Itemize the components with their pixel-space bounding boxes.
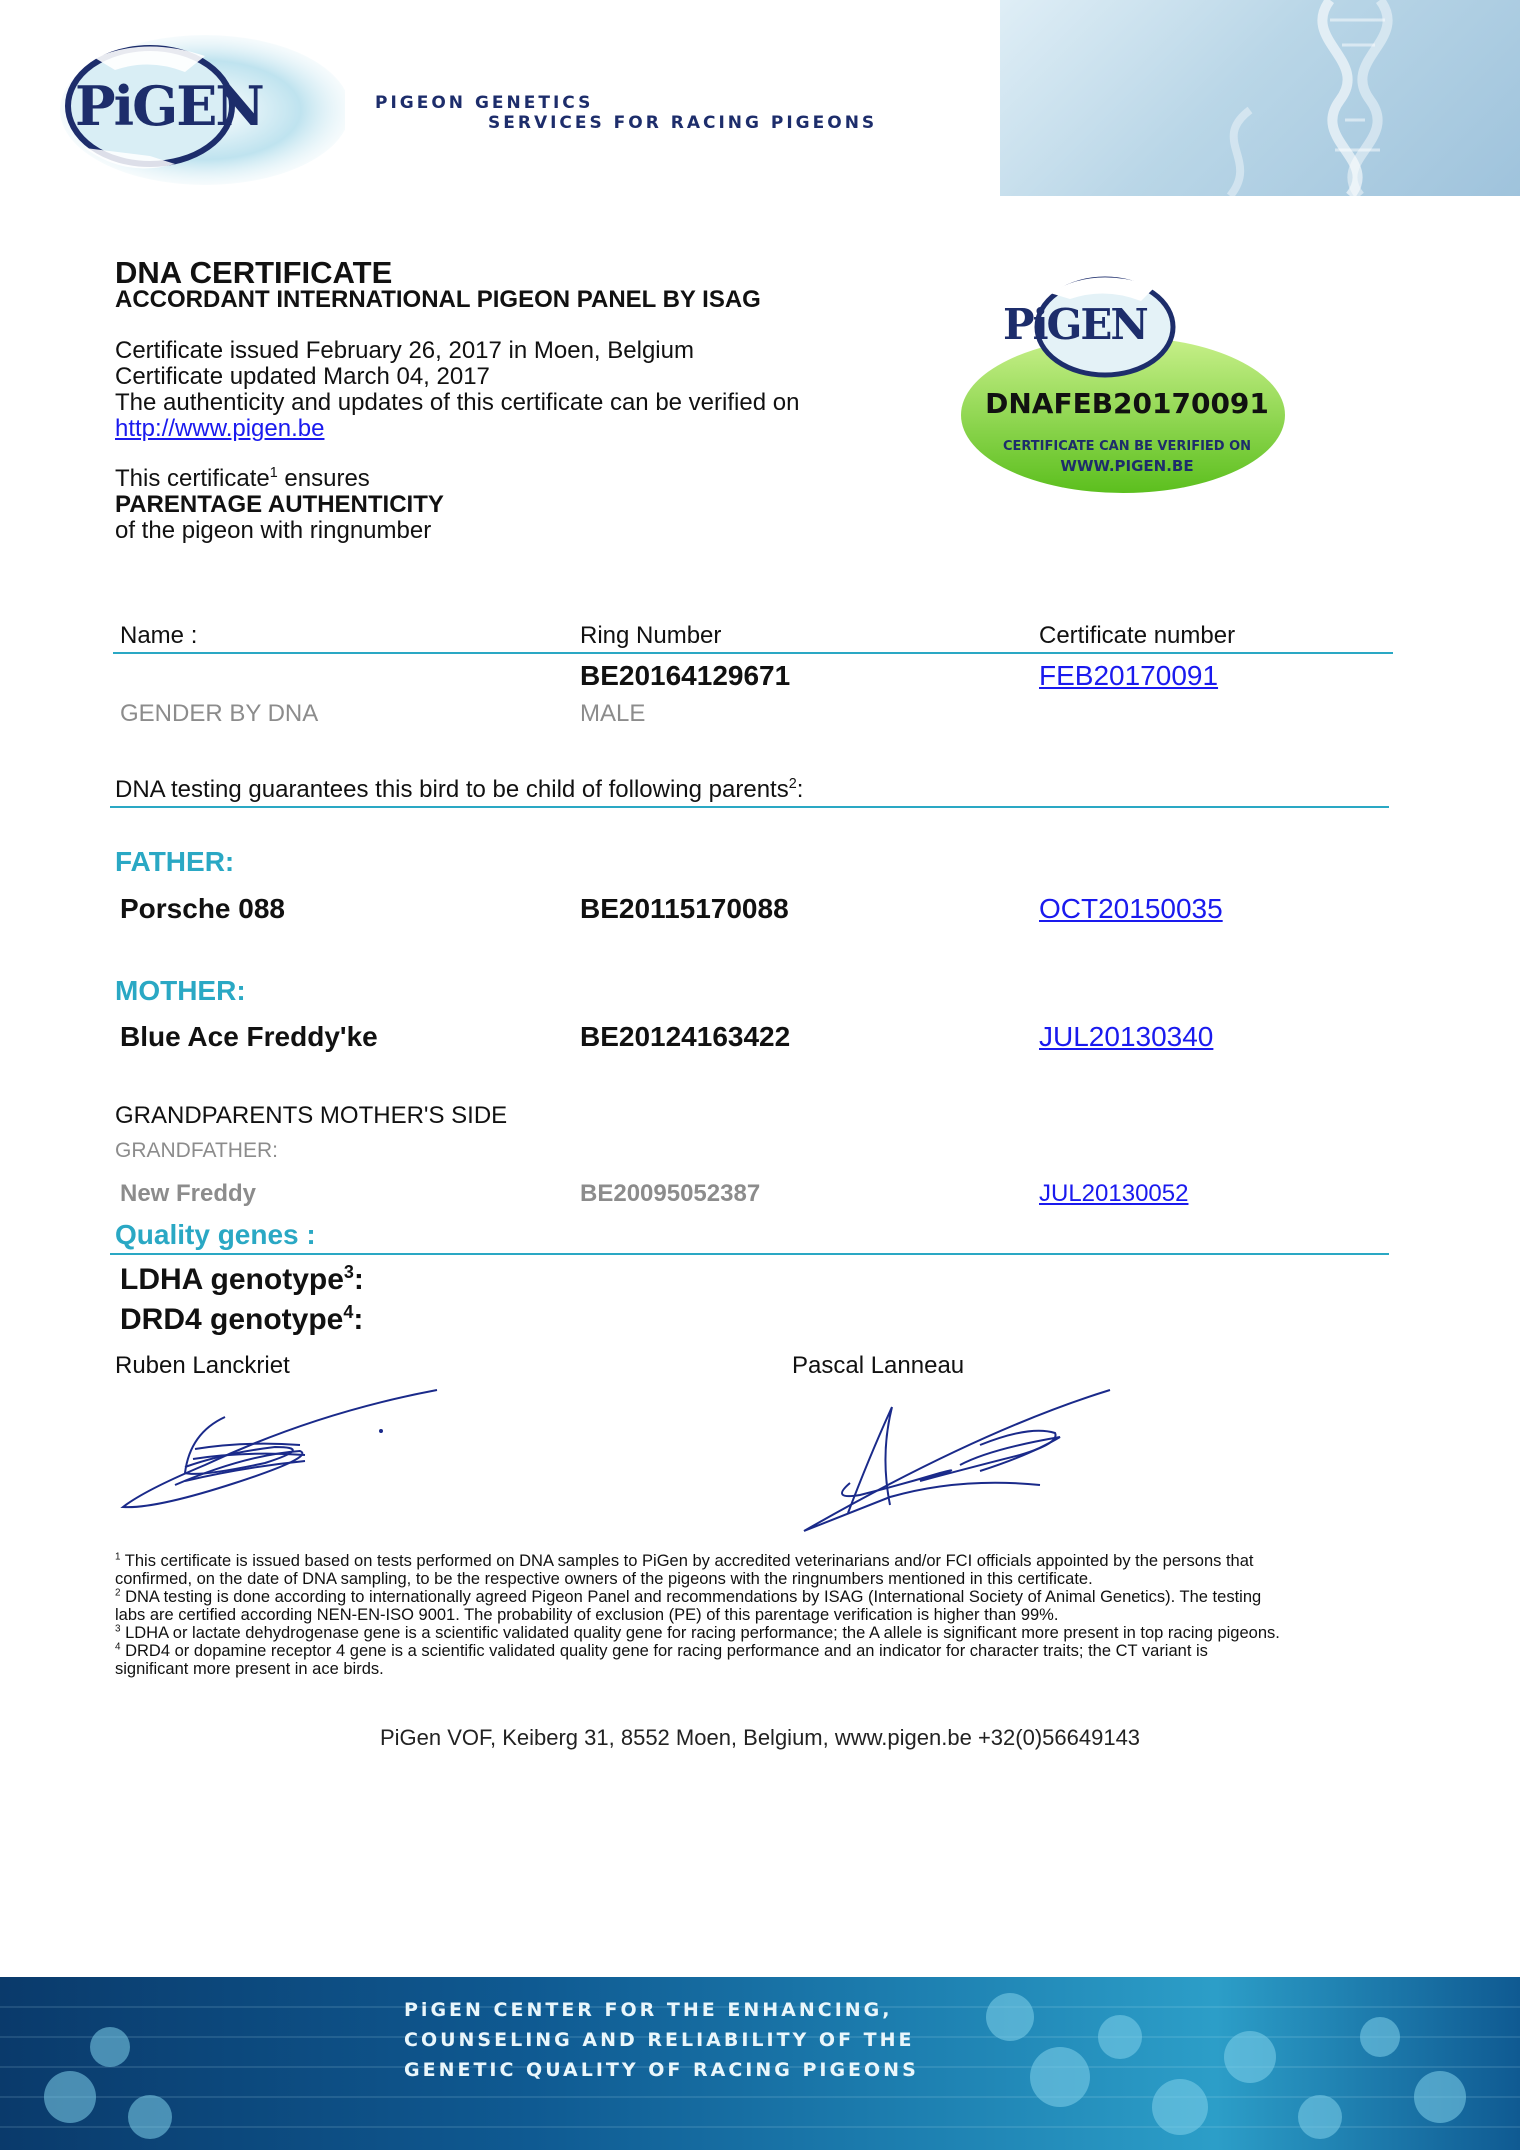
footer-address: PiGen VOF, Keiberg 31, 8552 Moen, Belgium, www.pigen.be +32(0)56649143: [379, 1725, 1141, 1750]
footnote-2: [115, 1588, 1405, 1606]
ring-intro: of the pigeon with ringnumber: [115, 517, 432, 544]
signature-left: [115, 1385, 455, 1520]
footnote-1-cont: confirmed, on the date of DNA sampling, to be the respective owners of the pigeons with the ringnumbers mentioned in this certificate.: [115, 1570, 1093, 1588]
mother-name: Blue Ace Freddy'ke: [120, 1021, 378, 1052]
father-certificate-link[interactable]: OCT20150035: [1039, 893, 1223, 924]
mother-ring-number: BE20124163422: [580, 1021, 791, 1052]
father-name: Porsche 088: [120, 893, 285, 924]
footnote-number-2: 2: [115, 1587, 121, 1599]
grandfather-name: New Freddy: [120, 1180, 257, 1207]
verification-badge: [955, 265, 1295, 495]
guarantee-line: [115, 776, 803, 804]
badge-code: DNAFEB20170091: [985, 387, 1269, 420]
verify-line: The authenticity and updates of this certificate can be verified on: [115, 389, 800, 416]
footnote-4: [115, 1642, 1405, 1660]
footnote-ref-4: 4: [343, 1302, 354, 1322]
col-header-name: Name :: [120, 622, 198, 649]
grandfather-certificate-link[interactable]: JUL20130052: [1039, 1180, 1189, 1207]
footnote-4-cont: significant more present in ace birds.: [115, 1660, 384, 1678]
footnote-3-text: LDHA or lactate dehydrogenase gene is a scientific validated quality gene for racing performance; the A allele is significant more present in top racing pigeons.: [120, 1624, 1280, 1642]
drd4-label: DRD4 genotype: [120, 1303, 344, 1336]
ensures-text-end: ensures: [277, 465, 370, 492]
certificate-title: DNA CERTIFICATE: [115, 255, 393, 290]
pigen-website-link[interactable]: http://www.pigen.be: [115, 415, 325, 442]
signatory-left: Ruben Lanckriet: [115, 1352, 290, 1379]
footnote-1: [115, 1552, 1405, 1570]
footnote-3: [115, 1624, 1405, 1642]
grandfather-label: GRANDFATHER:: [115, 1139, 278, 1162]
signature-right: [800, 1385, 1120, 1535]
footer-banner: [0, 1977, 1520, 2150]
father-ring-number: BE20115170088: [580, 893, 789, 924]
table-header-rule: [113, 652, 1393, 654]
badge-note-1: CERTIFICATE CAN BE VERIFIED ON: [1002, 439, 1252, 454]
badge-logo-text: PiGEN: [1003, 300, 1147, 349]
footnote-2-cont: labs are certified according NEN-EN-ISO 9001. The probability of exclusion (PE) of this parentage verification is higher than 99%.: [115, 1606, 1059, 1624]
ensures-text: This certificate: [115, 465, 270, 492]
drd4-genotype: [120, 1303, 363, 1337]
guarantee-colon: :: [796, 776, 804, 803]
grandparents-heading: GRANDPARENTS MOTHER'S SIDE: [115, 1102, 508, 1129]
gender-label: GENDER BY DNA: [120, 700, 319, 727]
issued-line: Certificate issued February 26, 2017 in Moen, Belgium: [115, 337, 694, 364]
banner-line-1: PiGEN CENTER FOR THE ENHANCING,: [404, 1999, 893, 2021]
footnote-4-text-a: DRD4 or dopamine receptor 4 gene is a scientific validated quality gene for racing performance and an indicator for character traits; the CT variant is: [120, 1642, 1208, 1660]
footnote-number-3: 3: [115, 1623, 121, 1635]
bird-certificate-link[interactable]: FEB20170091: [1039, 660, 1219, 691]
ensures-line: [115, 465, 370, 493]
footnote-ref-1: 1: [269, 465, 278, 481]
quality-rule: [110, 1253, 1389, 1255]
updated-line: Certificate updated March 04, 2017: [115, 363, 490, 390]
pigen-logo: [55, 28, 345, 188]
quality-genes-heading: Quality genes :: [115, 1219, 316, 1250]
col-header-cert: Certificate number: [1039, 622, 1236, 649]
footnote-number-4: 4: [115, 1641, 121, 1653]
drd4-colon: :: [353, 1303, 364, 1336]
parentage-authenticity: PARENTAGE AUTHENTICITY: [115, 491, 444, 518]
father-label: FATHER:: [115, 846, 235, 877]
signatory-right: Pascal Lanneau: [792, 1352, 965, 1379]
badge-note-2: WWW.PIGEN.BE: [1060, 457, 1194, 475]
mother-certificate-link[interactable]: JUL20130340: [1039, 1021, 1214, 1052]
mother-label: MOTHER:: [115, 975, 246, 1006]
footnotes: [115, 1552, 1405, 1678]
certificate-subtitle: ACCORDANT INTERNATIONAL PIGEON PANEL BY ISAG: [115, 286, 761, 313]
ldha-genotype: [120, 1263, 364, 1297]
footnote-ref-3: 3: [343, 1262, 354, 1282]
parents-rule: [110, 806, 1389, 808]
footnote-ref-2: 2: [788, 776, 797, 792]
dna-header-image: [1000, 0, 1520, 196]
banner-line-3: GENETIC QUALITY OF RACING PIGEONS: [404, 2059, 919, 2081]
logo-text: PiGEN: [75, 74, 263, 138]
grandfather-ring-number: BE20095052387: [580, 1180, 761, 1207]
footnote-1-text-a: This certificate is issued based on tests performed on DNA samples to PiGen by accredited veterinarians and/or FCI officials appointed by the persons that: [120, 1552, 1254, 1570]
banner-line-2: COUNSELING AND RELIABILITY OF THE: [404, 2029, 915, 2051]
gender-value: MALE: [580, 700, 646, 727]
footnote-2-text-a: DNA testing is done according to internationally agreed Pigeon Panel and recommendations by ISAG (International Society of Animal Genetics). The testing: [120, 1588, 1262, 1606]
guarantee-text: DNA testing guarantees this bird to be child of following parents: [115, 776, 789, 803]
ldha-label: LDHA genotype: [120, 1263, 344, 1296]
tagline-1: PIGEON GENETICS: [375, 93, 594, 113]
ldha-colon: :: [353, 1263, 364, 1296]
tagline-2: SERVICES FOR RACING PIGEONS: [488, 113, 878, 133]
col-header-ring: Ring Number: [580, 622, 722, 649]
footnote-number-1: 1: [115, 1551, 121, 1563]
bird-ring-number: BE20164129671: [580, 660, 791, 691]
header: [0, 0, 1520, 200]
